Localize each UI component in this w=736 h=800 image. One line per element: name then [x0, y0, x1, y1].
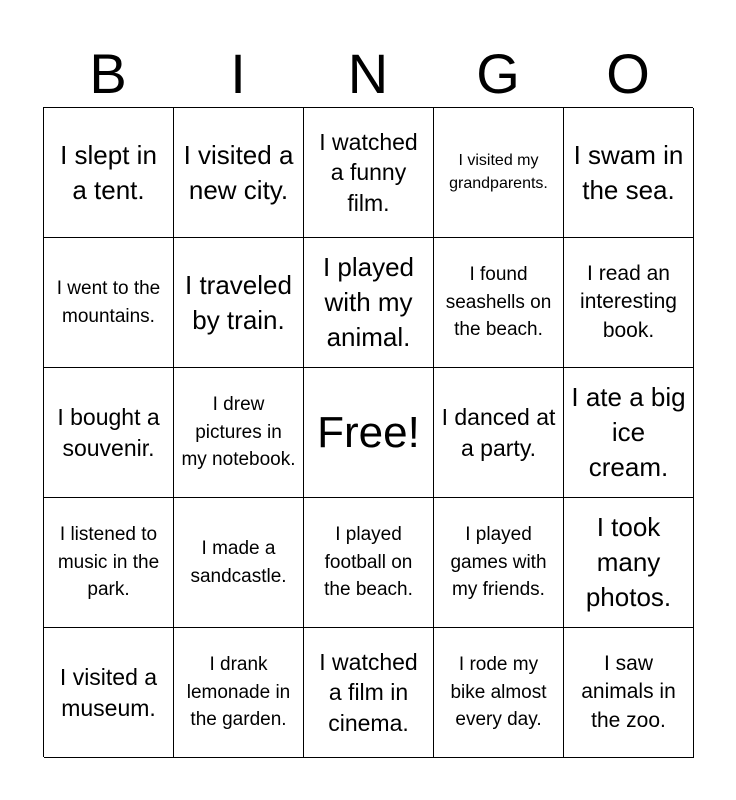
header-letter-g: G [476, 42, 520, 105]
header-letter-b: B [89, 42, 127, 105]
bingo-cell[interactable] [304, 238, 434, 368]
bingo-cell[interactable] [174, 628, 304, 758]
cell-text: I rode my bike almost every day. [450, 654, 547, 731]
cell-text: I went to the mountains. [56, 277, 161, 327]
cell-text: I bought a souvenir. [57, 404, 160, 461]
bingo-cell[interactable] [44, 368, 174, 498]
bingo-header [43, 40, 693, 108]
bingo-cell[interactable] [304, 108, 434, 238]
bingo-cell[interactable] [564, 498, 694, 628]
bingo-cell[interactable] [174, 368, 304, 498]
bingo-cell[interactable] [434, 628, 564, 758]
bingo-cell[interactable] [304, 628, 434, 758]
bingo-cell[interactable] [434, 238, 564, 368]
bingo-cell[interactable] [44, 238, 174, 368]
cell-text: I watched a film in cinema. [319, 648, 418, 736]
bingo-cell[interactable] [434, 368, 564, 498]
cell-text: I saw animals in the zoo. [581, 651, 676, 732]
bingo-cell[interactable] [174, 498, 304, 628]
cell-text: I swam in the sea. [573, 139, 684, 205]
cell-text: I found seashells on the beach. [445, 264, 552, 341]
header-letter-n: N [347, 42, 389, 105]
cell-text: I made a sandcastle. [190, 537, 287, 587]
cell-text: I played games with my friends. [450, 524, 547, 601]
cell-text: I traveled by train. [185, 269, 292, 335]
bingo-cell[interactable] [174, 108, 304, 238]
bingo-cell[interactable] [44, 108, 174, 238]
bingo-cell[interactable] [564, 108, 694, 238]
cell-text: I drew pictures in my notebook. [181, 394, 296, 471]
header-letter-i: I [230, 42, 246, 105]
bingo-cell[interactable] [434, 108, 564, 238]
cell-text: I played with my animal. [322, 252, 415, 352]
cell-text: I listened to music in the park. [57, 524, 160, 601]
bingo-cell[interactable] [564, 238, 694, 368]
bingo-cell[interactable] [304, 498, 434, 628]
cell-text: I visited my grandparents. [449, 152, 548, 192]
cell-text: I visited a new city. [183, 139, 294, 205]
bingo-cell[interactable] [44, 628, 174, 758]
cell-text: I danced at a party. [441, 404, 556, 461]
cell-text: I visited a museum. [59, 664, 158, 721]
cell-text: I slept in a tent. [60, 139, 157, 205]
header-letter-o: O [606, 42, 650, 105]
free-space-label: Free! [317, 407, 420, 457]
bingo-cell[interactable] [564, 368, 694, 498]
cell-text: I drank lemonade in the garden. [186, 654, 291, 731]
cell-text: I ate a big ice cream. [571, 382, 686, 482]
cell-text: I played football on the beach. [324, 524, 413, 601]
bingo-cell[interactable] [564, 628, 694, 758]
bingo-board [43, 107, 693, 757]
bingo-cell[interactable] [434, 498, 564, 628]
cell-text: I read an interesting book. [580, 261, 677, 342]
cell-text: I took many photos. [585, 512, 672, 612]
cell-text: I watched a funny film. [319, 128, 418, 216]
bingo-cell[interactable] [44, 498, 174, 628]
free-space[interactable] [304, 368, 434, 498]
bingo-cell[interactable] [174, 238, 304, 368]
